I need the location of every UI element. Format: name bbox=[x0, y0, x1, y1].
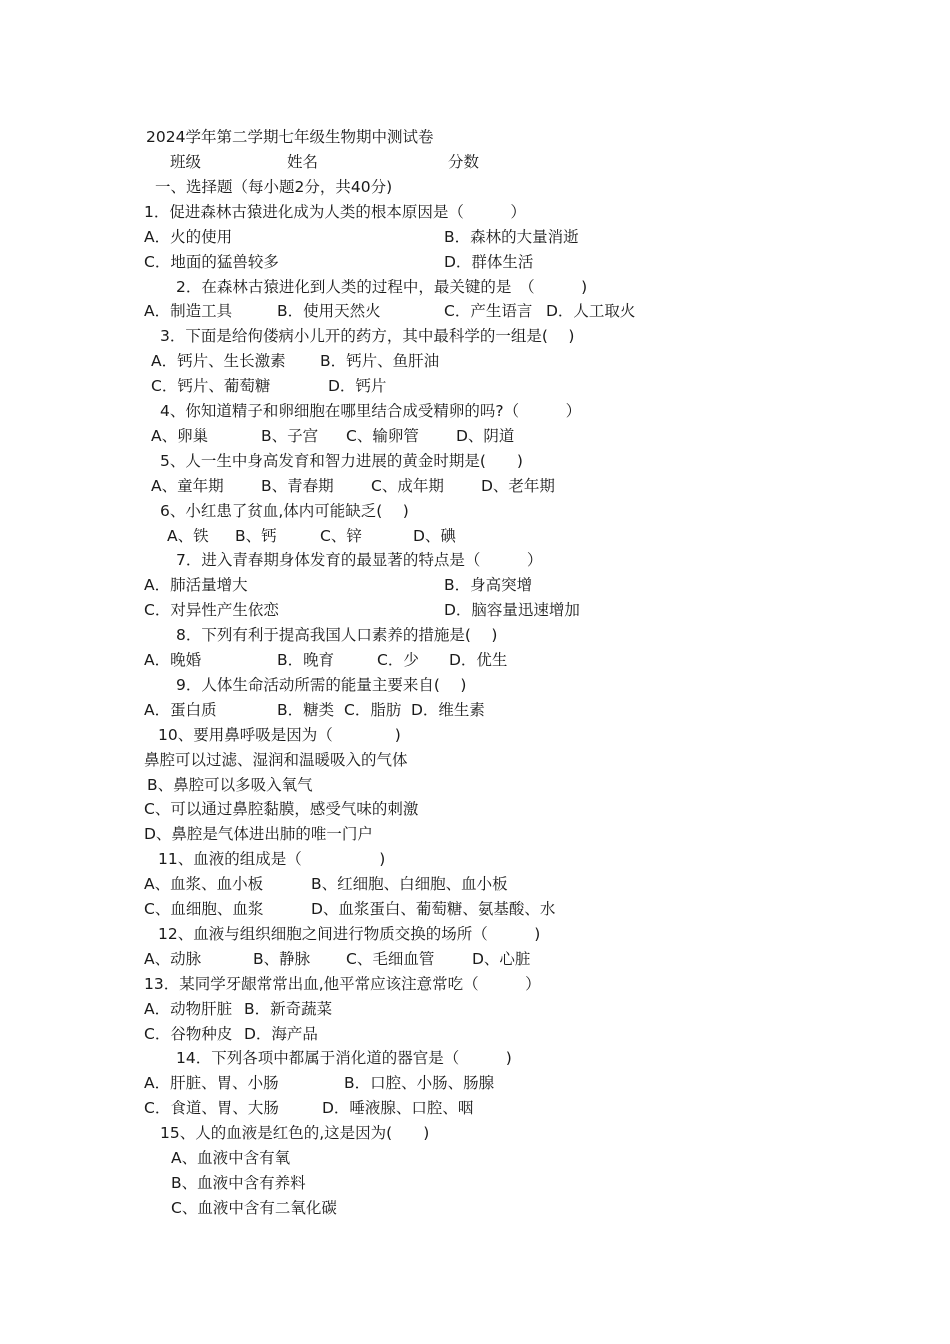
question-stem: 11、血液的组成是（ ) bbox=[158, 850, 386, 868]
question-stem: 12、血液与组织细胞之间进行物质交换的场所（ ) bbox=[158, 925, 541, 943]
option-b: B、子宫 bbox=[261, 427, 319, 445]
option-c: C．脂肪 bbox=[344, 701, 402, 719]
option-d: D．海产品 bbox=[244, 1025, 318, 1043]
option-c: C．钙片、葡萄糖 bbox=[151, 377, 271, 395]
option-c: C、血液中含有二氧化碳 bbox=[171, 1199, 337, 1217]
option-d: D、鼻腔是气体进出肺的唯一门户 bbox=[144, 825, 373, 843]
option-b: B．糖类 bbox=[277, 701, 335, 719]
option-a: A、动脉 bbox=[144, 950, 202, 968]
exam-title: 2024学年第二学期七年级生物期中测试卷 bbox=[146, 128, 434, 146]
option-b: B、鼻腔可以多吸入氧气 bbox=[147, 776, 313, 794]
option-c: C．少 bbox=[377, 651, 419, 669]
option-d: D、心脏 bbox=[472, 950, 531, 968]
option-d: D、阴道 bbox=[456, 427, 515, 445]
question-stem: 15、人的血液是红色的,这是因为( ) bbox=[160, 1124, 430, 1142]
option-a: A．钙片、生长激素 bbox=[151, 352, 286, 370]
option-c: C．谷物种皮 bbox=[144, 1025, 233, 1043]
question-stem: 10、要用鼻呼吸是因为（ ) bbox=[158, 726, 401, 744]
option-a: A、铁 bbox=[167, 527, 209, 545]
section-heading: 一、选择题（每小题2分，共40分) bbox=[155, 178, 393, 196]
question-stem: 3．下面是给佝偻病小儿开的药方，其中最科学的一组是( ) bbox=[160, 327, 575, 345]
option-b: B．口腔、小肠、肠腺 bbox=[344, 1074, 495, 1092]
option-d: D．群体生活 bbox=[444, 253, 534, 271]
option-c: C．食道、胃、大肠 bbox=[144, 1099, 279, 1117]
option-b: B．身高突增 bbox=[444, 576, 533, 594]
option-c: C、血细胞、血浆 bbox=[144, 900, 264, 918]
option-c: C．产生语言 bbox=[444, 302, 533, 320]
option-b: B．新奇蔬菜 bbox=[244, 1000, 333, 1018]
option-a: A．制造工具 bbox=[144, 302, 233, 320]
option-d: D．钙片 bbox=[328, 377, 387, 395]
option-c: C、成年期 bbox=[371, 477, 444, 495]
class-label: 班级 bbox=[170, 153, 202, 171]
option-a: A．晚婚 bbox=[144, 651, 202, 669]
option-d: D．唾液腺、口腔、咽 bbox=[322, 1099, 474, 1117]
option-a: 鼻腔可以过滤、湿润和温暖吸入的气体 bbox=[144, 751, 408, 769]
question-stem: 14．下列各项中都属于消化道的器官是（ ) bbox=[176, 1049, 512, 1067]
question-stem: 6、小红患了贫血,体内可能缺乏( ) bbox=[160, 502, 409, 520]
option-b: B、血液中含有养料 bbox=[171, 1174, 306, 1192]
option-a: A．肺活量增大 bbox=[144, 576, 248, 594]
question-stem: 7．进入青春期身体发育的最显著的特点是（ ） bbox=[176, 551, 543, 569]
option-a: A、血液中含有氧 bbox=[171, 1149, 291, 1167]
option-d: D、老年期 bbox=[481, 477, 555, 495]
option-b: B、钙 bbox=[235, 527, 277, 545]
option-d: D、碘 bbox=[413, 527, 456, 545]
question-stem: 4、你知道精子和卵细胞在哪里结合成受精卵的吗?（ ） bbox=[160, 402, 582, 420]
option-a: A．动物肝脏 bbox=[144, 1000, 233, 1018]
question-stem: 8．下列有利于提高我国人口素养的措施是( ) bbox=[176, 626, 498, 644]
option-c: C．对异性产生依恋 bbox=[144, 601, 279, 619]
option-d: D、血浆蛋白、葡萄糖、氨基酸、水 bbox=[311, 900, 556, 918]
option-b: B、静脉 bbox=[253, 950, 311, 968]
option-c: C、可以通过鼻腔黏膜，感受气味的刺激 bbox=[144, 800, 419, 818]
option-b: B．使用天然火 bbox=[277, 302, 381, 320]
option-a: A、血浆、血小板 bbox=[144, 875, 264, 893]
option-c: C．地面的猛兽较多 bbox=[144, 253, 279, 271]
option-a: A、卵巢 bbox=[151, 427, 209, 445]
name-label: 姓名 bbox=[287, 153, 319, 171]
question-stem: 5、人一生中身高发育和智力进展的黄金时期是( ) bbox=[160, 452, 523, 470]
option-a: A．蛋白质 bbox=[144, 701, 217, 719]
question-stem: 2．在森林古猿进化到人类的过程中，最关键的是 （ ) bbox=[176, 278, 588, 296]
option-d: D．优生 bbox=[449, 651, 508, 669]
option-c: C、锌 bbox=[320, 527, 362, 545]
option-b: B．森林的大量消逝 bbox=[444, 228, 579, 246]
option-b: B、红细胞、白细胞、血小板 bbox=[311, 875, 508, 893]
score-label: 分数 bbox=[448, 153, 480, 171]
option-b: B．钙片、鱼肝油 bbox=[320, 352, 440, 370]
question-stem: 1．促进森林古猿进化成为人类的根本原因是（ ） bbox=[144, 203, 526, 221]
question-stem: 13．某同学牙龈常常出血,他平常应该注意常吃（ ） bbox=[144, 975, 541, 993]
option-b: B、青春期 bbox=[261, 477, 334, 495]
option-c: C、输卵管 bbox=[346, 427, 419, 445]
option-d: D．脑容量迅速增加 bbox=[444, 601, 580, 619]
option-d: D．维生素 bbox=[411, 701, 485, 719]
option-a: A．火的使用 bbox=[144, 228, 233, 246]
option-a: A．肝脏、胃、小肠 bbox=[144, 1074, 279, 1092]
option-c: C、毛细血管 bbox=[346, 950, 435, 968]
option-b: B．晚育 bbox=[277, 651, 335, 669]
option-d: D．人工取火 bbox=[546, 302, 636, 320]
option-a: A、童年期 bbox=[151, 477, 224, 495]
question-stem: 9．人体生命活动所需的能量主要来自( ) bbox=[176, 676, 467, 694]
